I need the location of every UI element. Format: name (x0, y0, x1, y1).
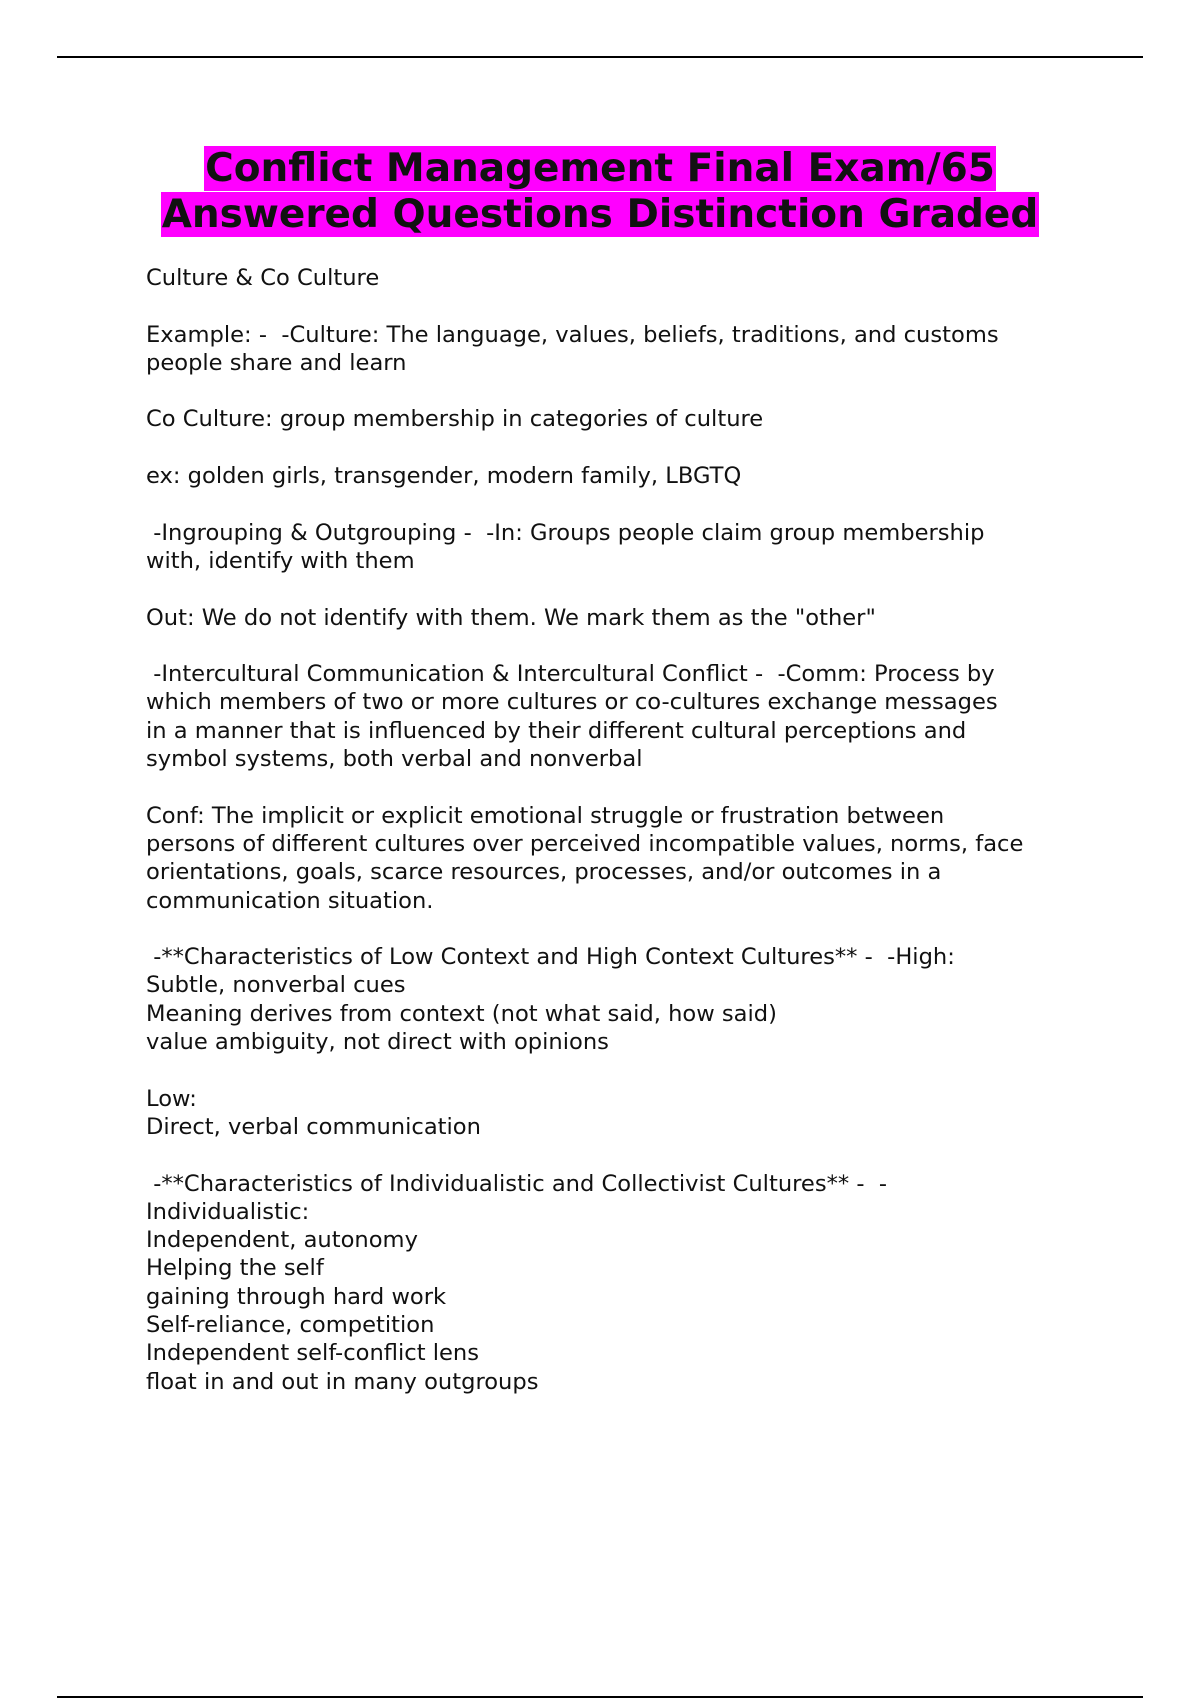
text-line: value ambiguity, not direct with opinions (146, 1029, 609, 1056)
text-line: -Ingrouping & Outgrouping - -In: Groups people claim group membership (146, 519, 985, 546)
text-line: Co Culture: group membership in categories of culture (146, 406, 764, 433)
text-line: Meaning derives from context (not what said, how said) (146, 1000, 777, 1027)
document-body (146, 264, 1106, 1424)
text-line: which members of two or more cultures or co-cultures exchange messages (146, 689, 998, 716)
paragraph (146, 943, 1106, 1056)
text-line: with, identify with them (146, 547, 415, 574)
paragraph (146, 462, 1106, 490)
text-line: Direct, verbal communication (146, 1113, 481, 1140)
text-line: people share and learn (146, 349, 407, 376)
text-line: Helping the self (146, 1255, 324, 1282)
text-line: Subtle, nonverbal cues (146, 972, 406, 999)
paragraph (146, 660, 1106, 773)
paragraph (146, 519, 1106, 576)
top-rule (57, 56, 1143, 58)
text-line: orientations, goals, scarce resources, processes, and/or outcomes in a (146, 859, 942, 886)
bottom-rule (57, 1696, 1143, 1698)
title-line-2: Answered Questions Distinction Graded (161, 192, 1039, 237)
text-line: -**Characteristics of Low Context and High Context Cultures** - -High: (146, 944, 955, 971)
text-line: -**Characteristics of Individualistic and Collectivist Cultures** - - (146, 1170, 888, 1197)
text-line: Culture & Co Culture (146, 265, 380, 291)
title-line-1: Conflict Management Final Exam/65 (205, 146, 995, 191)
paragraph (146, 405, 1106, 433)
text-line: -Intercultural Communication & Intercultural Conflict - -Comm: Process by (146, 661, 995, 688)
text-line: in a manner that is influenced by their different cultural perceptions and (146, 717, 967, 744)
text-line: Example: - -Culture: The language, values, beliefs, traditions, and customs (146, 321, 999, 348)
document-title (0, 146, 1200, 238)
text-line: Individualistic: (146, 1198, 310, 1225)
text-line: Self-reliance, competition (146, 1311, 435, 1338)
text-line: communication situation. (146, 887, 434, 914)
text-line: Independent self-conflict lens (146, 1340, 480, 1367)
text-line: Low: (146, 1085, 197, 1112)
text-line: Independent, autonomy (146, 1227, 418, 1254)
text-line: float in and out in many outgroups (146, 1368, 539, 1395)
paragraph (146, 1085, 1106, 1142)
paragraph (146, 802, 1106, 915)
paragraph (146, 321, 1106, 378)
paragraph (146, 604, 1106, 632)
paragraph (146, 264, 1106, 292)
text-line: symbol systems, both verbal and nonverbal (146, 746, 643, 773)
text-line: gaining through hard work (146, 1283, 447, 1310)
text-line: ex: golden girls, transgender, modern family, LBGTQ (146, 463, 742, 490)
paragraph (146, 1170, 1106, 1396)
text-line: persons of different cultures over perceived incompatible values, norms, face (146, 830, 1024, 857)
text-line: Conf: The implicit or explicit emotional struggle or frustration between (146, 802, 945, 829)
text-line: Out: We do not identify with them. We mark them as the "other" (146, 604, 876, 631)
